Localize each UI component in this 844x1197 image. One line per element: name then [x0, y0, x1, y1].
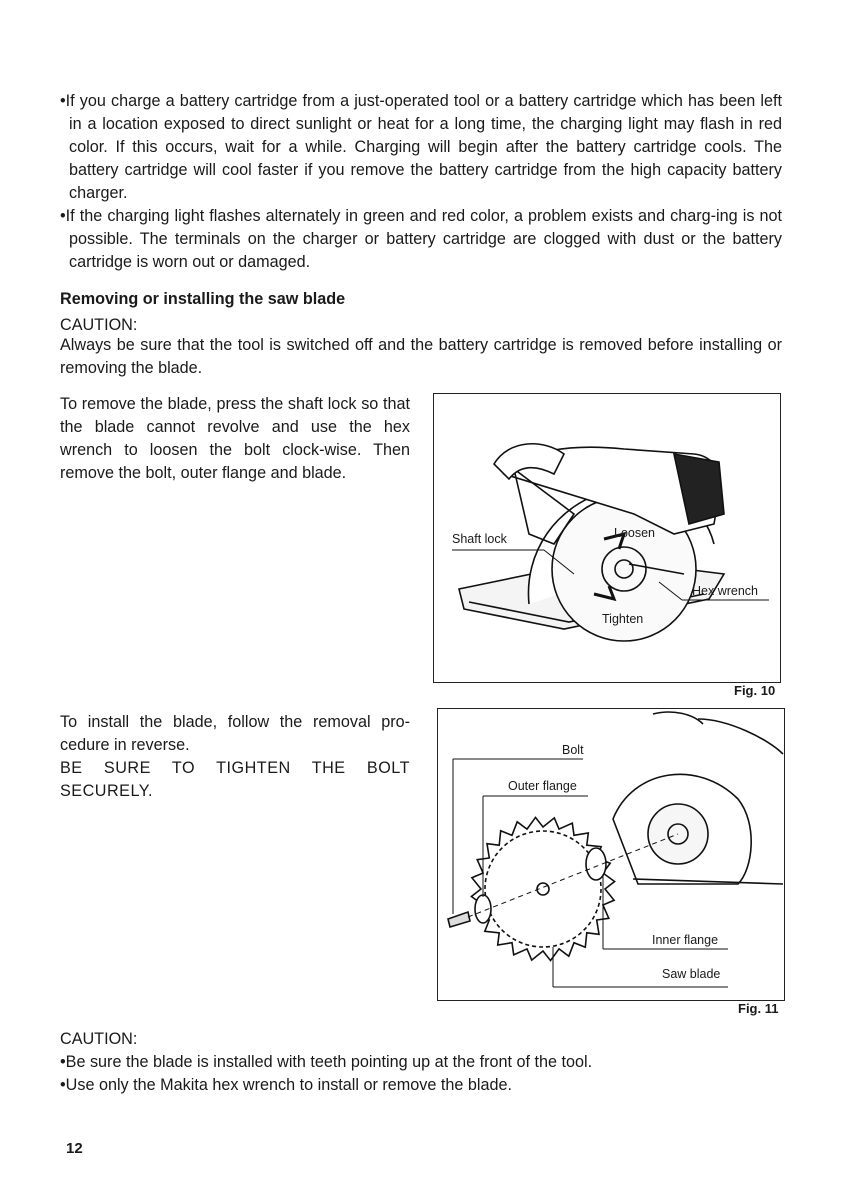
label-shaft-lock: Shaft lock: [452, 532, 507, 546]
bullet-charging-red: •If you charge a battery cartridge from a just-operated tool or a battery cartridge which has been left in a location exposed to direct sunlight or heat for a long time, the charging light may flash in red color. If this occurs, wait for a while. Charging will begin after the battery cartridge cools. The battery cartridge will cool faster if you remove the battery cartridge from the high capacity battery charger.: [60, 92, 782, 202]
remove-instructions: To remove the blade, press the shaft lock so that the blade cannot revolve and use the hex wrench to loosen the bolt clock-wise. Then remove the bolt, outer flange and blade.: [60, 395, 410, 482]
page-number: 12: [66, 1140, 83, 1157]
bottom-caution-item-1: •Be sure the blade is installed with teeth pointing up at the front of the tool.: [60, 1053, 593, 1071]
bullet-charging-alternate: •If the charging light flashes alternately in green and red color, a problem exists and charg-ing is not possible. The terminals on the charger or battery cartridge are clogged with dust or the battery cartridge is worn out or damaged.: [60, 207, 782, 271]
blade-assembly-illustration: [438, 709, 784, 1000]
caution-label: CAUTION:: [60, 316, 138, 334]
label-hex-wrench: Hex wrench: [692, 584, 758, 598]
label-inner-flange: Inner flange: [652, 933, 719, 947]
section-heading: Removing or installing the saw blade: [60, 290, 346, 308]
label-loosen: Loosen: [614, 526, 656, 540]
figure-11: [437, 708, 785, 1001]
label-outer-flange: Outer flange: [508, 779, 577, 793]
label-tighten: Tighten: [602, 612, 644, 626]
label-saw-blade: Saw blade: [662, 967, 721, 981]
bottom-caution-label: CAUTION:: [60, 1030, 138, 1048]
caution-text: Always be sure that the tool is switched off and the battery cartridge is removed before installing or removing the blade.: [60, 336, 782, 377]
figure-10-caption: Fig. 10: [734, 683, 776, 698]
figure-11-caption: Fig. 11: [738, 1001, 779, 1016]
label-bolt: Bolt: [562, 743, 584, 757]
install-emphasis: BE SURE TO TIGHTEN THE BOLT SECURELY.: [60, 759, 410, 800]
install-instructions: To install the blade, follow the removal pro-cedure in reverse.: [60, 713, 410, 754]
bottom-caution-item-2: •Use only the Makita hex wrench to install or remove the blade.: [60, 1076, 512, 1094]
figure-10: [433, 393, 781, 683]
